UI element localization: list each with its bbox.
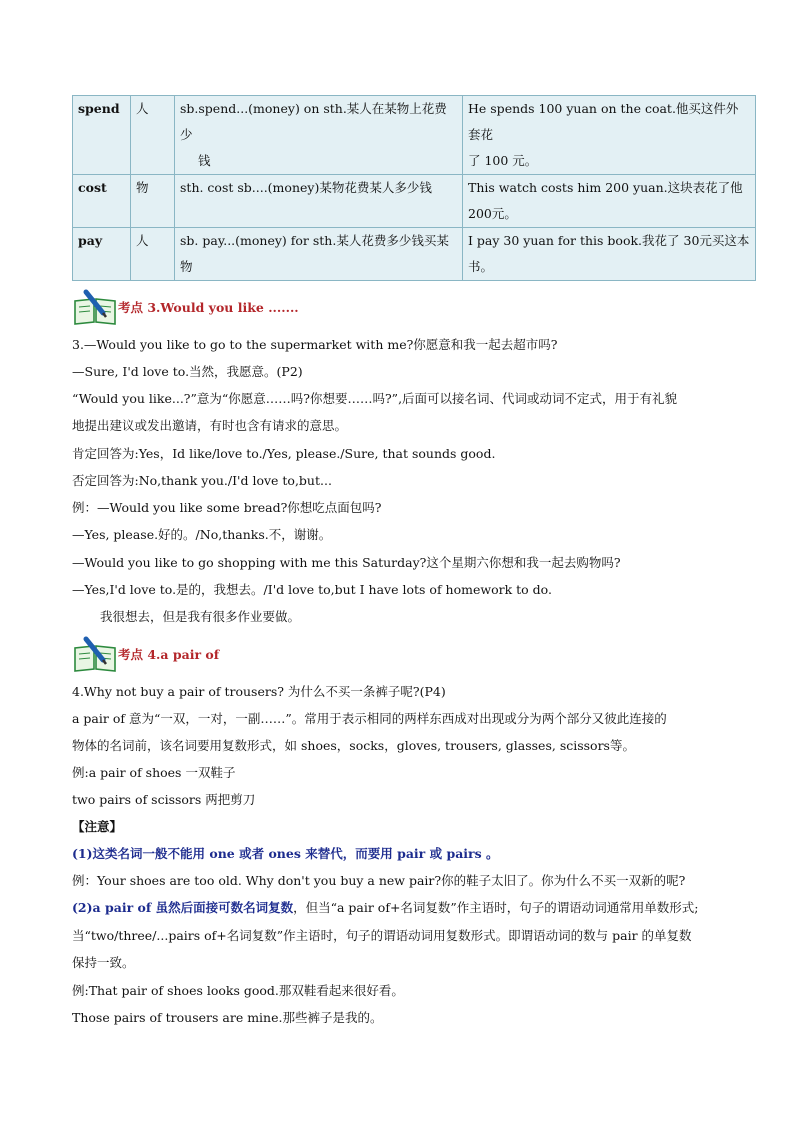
- table-cell-example: I pay 30 yuan for this book.我花了 30元买这本 书。: [463, 228, 756, 281]
- table-cell-word: pay: [73, 228, 131, 281]
- text-line: 肯定回答为:Yes，Id like/love to./Yes, please./Sure, that sounds good.: [72, 446, 496, 461]
- table-cell-subject: 人: [131, 96, 175, 175]
- text-line: —Yes, please.好的。/No,thanks.不，谢谢。: [72, 527, 332, 542]
- table-cell-example: This watch costs him 200 yuan.这块表花了他 200元。: [463, 175, 756, 228]
- note-1: (1)这类名词一般不能用 one 或者 ones 来替代，而要用 pair 或 pairs 。: [72, 846, 499, 861]
- text-line: a pair of 意为“一双，一对，一副……”。常用于表示相同的两样东西成对出现或分为两个部分又彼此连接的: [72, 711, 667, 726]
- table-cell-word: spend: [73, 96, 131, 175]
- text-line: —Would you like to go shopping with me this Saturday?这个星期六你想和我一起去购物吗?: [72, 555, 621, 570]
- text-line: Those pairs of trousers are mine.那些裤子是我的。: [72, 1010, 383, 1025]
- text-line: two pairs of scissors 两把剪刀: [72, 792, 256, 807]
- table-row: [73, 175, 756, 228]
- text-line: —Yes,I'd love to.是的，我想去。/I'd love to,but I have lots of homework to do.: [72, 582, 552, 597]
- text-line: 我很想去，但是我有很多作业要做。: [100, 609, 301, 624]
- table-cell-subject: 人: [131, 228, 175, 281]
- table-cell-example: He spends 100 yuan on the coat.他买这件外套花 了 100 元。: [463, 96, 756, 175]
- table-cell-usage: sth. cost sb....(money)某物花费某人多少钱: [175, 175, 463, 228]
- kaodian-4-heading: [72, 634, 472, 674]
- note-heading: 【注意】: [72, 819, 123, 834]
- text-line: “Would you like...?”意为“你愿意……吗?你想要……吗?”,后面可以接名词、代词或动词不定式，用于有礼貌: [72, 391, 678, 406]
- kaodian-4-title: 考点 4.a pair of: [118, 647, 220, 662]
- kaodian-3-title: 考点 3.Would you like .......: [118, 300, 299, 315]
- text-line: 地提出建议或发出邀请，有时也含有请求的意思。: [72, 418, 348, 433]
- text-line: 4.Why not buy a pair of trousers? 为什么不买一条裤子呢?(P4): [72, 684, 446, 699]
- table-row: [73, 228, 756, 281]
- book-pencil-icon: [72, 287, 118, 327]
- text-line: 物体的名词前，该名词要用复数形式，如 shoes，socks，gloves, trousers, glasses, scissors等。: [72, 738, 635, 753]
- text-line: 3.—Would you like to go to the supermarket with me?你愿意和我一起去超市吗?: [72, 337, 558, 352]
- table-cell-word: cost: [73, 175, 131, 228]
- kaodian-3-heading: [72, 287, 472, 327]
- table-row: [73, 96, 756, 175]
- text-line: 当“two/three/...pairs of+名词复数”作主语时，句子的谓语动词用复数形式。即谓语动词的数与 pair 的单复数: [72, 928, 692, 943]
- text-line: —Sure, I'd love to.当然，我愿意。(P2): [72, 364, 303, 379]
- text-line: 例：—Would you like some bread?你想吃点面包吗?: [72, 500, 382, 515]
- text-line: 保持一致。: [72, 955, 135, 970]
- table-cell-usage: sb. pay...(money) for sth.某人花费多少钱买某 物: [175, 228, 463, 281]
- text-line: 例:That pair of shoes looks good.那双鞋看起来很好看。: [72, 983, 404, 998]
- text-line: 例：Your shoes are too old. Why don't you buy a new pair?你的鞋子太旧了。你为什么不买一双新的呢?: [72, 873, 686, 888]
- table-cell-subject: 物: [131, 175, 175, 228]
- verb-comparison-table: [72, 95, 756, 281]
- note-2: (2)a pair of 虽然后面接可数名词复数，但当“a pair of+名词复数”作主语时，句子的谓语动词通常用单数形式;: [72, 900, 699, 915]
- table-cell-usage: sb.spend...(money) on sth.某人在某物上花费少 钱: [175, 96, 463, 175]
- text-line: 否定回答为:No,thank you./I'd love to,but...: [72, 473, 332, 488]
- text-line: 例:a pair of shoes 一双鞋子: [72, 765, 236, 780]
- book-pencil-icon: [72, 634, 118, 674]
